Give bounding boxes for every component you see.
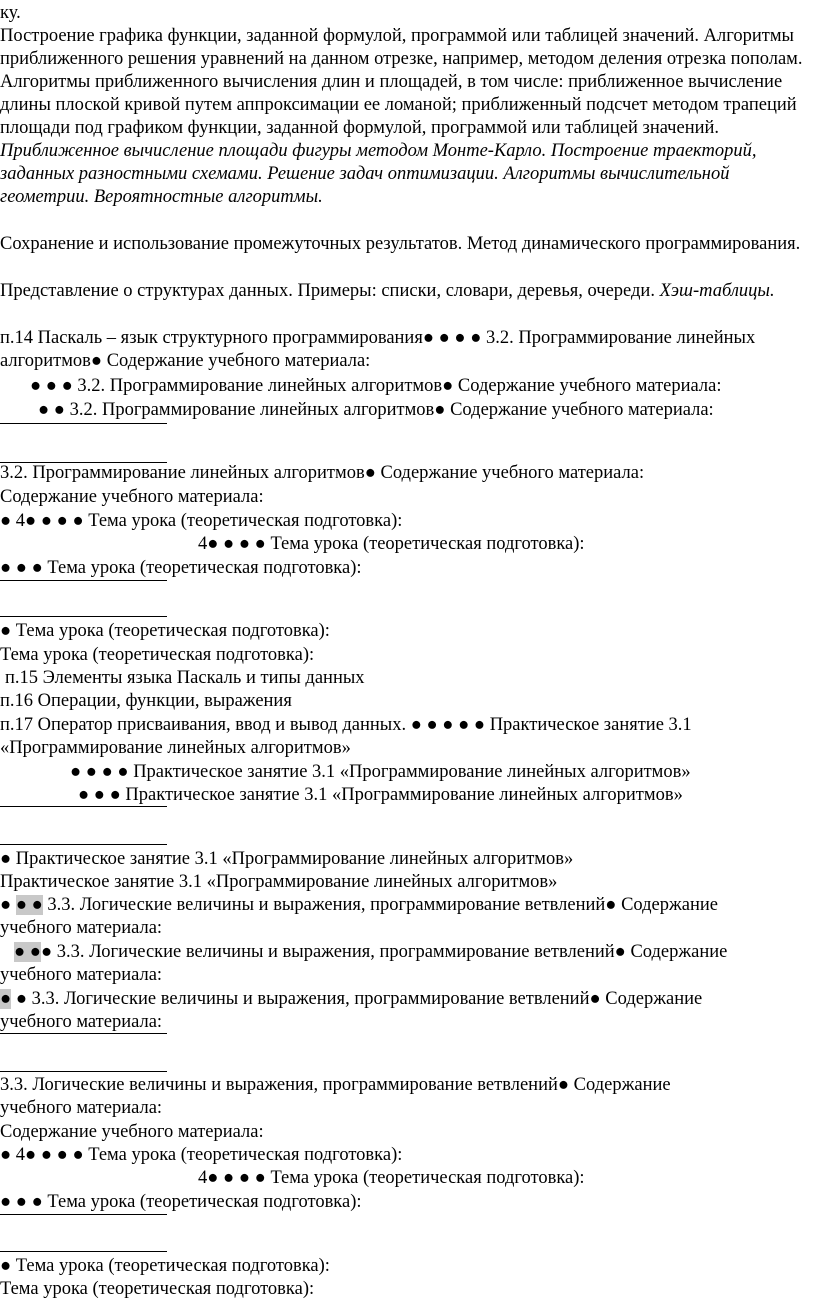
paragraph-dynamic-programming: Сохранение и использование промежуточных результатов. Метод динамического программирования. [0, 234, 801, 254]
text-line: учебного материала: [0, 918, 163, 938]
text-line: 3.3. Логические величины и выражения, программирование ветвлений● Содержание [0, 1075, 671, 1095]
text-line: учебного материала: [0, 965, 163, 985]
text-line [0, 988, 702, 1011]
paragraph-algorithms [0, 25, 806, 209]
text-line: ● 4● ● ● ● Тема урока (теоретическая подготовка): [0, 511, 403, 531]
underline-rule [0, 580, 167, 581]
paragraph-text: Представление о структурах данных. Примеры: списки, словари, деревья, очереди. [0, 281, 660, 301]
text-line [14, 941, 727, 964]
text-line: ● ● ● 3.2. Программирование линейных алгоритмов● Содержание учебного материала: [30, 376, 722, 396]
text-line [0, 894, 718, 917]
text-line: 3.2. Программирование линейных алгоритмов● Содержание учебного материала: [0, 463, 645, 483]
text-line: Тема урока (теоретическая подготовка): [0, 1279, 315, 1299]
highlighted-bullets: ● ● [15, 895, 43, 915]
paragraph-data-structures [0, 280, 806, 303]
paragraph-italic-text: Хэш-таблицы. [659, 281, 775, 301]
text-line: 4● ● ● ● Тема урока (теоретическая подготовка): [198, 1168, 585, 1188]
bullet-text: ● [0, 895, 16, 915]
text-line: ● Практическое занятие 3.1 «Программирование линейных алгоритмов» [0, 849, 574, 869]
text-line: ● Тема урока (теоретическая подготовка): [0, 1256, 330, 1276]
highlighted-bullets: ● ● [14, 942, 41, 962]
underline-rule [0, 1251, 167, 1252]
highlighted-bullets: ● [0, 989, 12, 1009]
text-line: «Программирование линейных алгоритмов» [0, 738, 351, 758]
paragraph-text: Построение графика функции, заданной формулой, программой или таблицей значений. Алгоритмы приближенного решения уравнений на данном отрезке, например, методом деления отрезка пополам. Алгоритмы приближенного вычисления длин и площадей, в том числе: приближенное вычисление длины плоской кривой путем аппроксимации ее ломаной; приближенный подсчет методом трапеций площади под графиком функции, заданной формулой, программой или таблицей значений. [0, 26, 803, 138]
underline-rule [0, 1033, 167, 1034]
paragraph-italic-text: Приближенное вычисление площади фигуры методом Монте-Карло. Построение траекторий, заданных разностными схемами. Решение задач оптимизации. Алгоритмы вычислительной геометрии. Вероятностные алгоритмы. [0, 141, 757, 207]
line-text: 3.3. Логические величины и выражения, программирование ветвлений● Содержание [42, 895, 719, 915]
text-line: ● ● ● Тема урока (теоретическая подготовка): [0, 1192, 362, 1212]
text-line: ● Тема урока (теоретическая подготовка): [0, 621, 330, 641]
underline-rule [0, 1071, 167, 1072]
underline-rule [0, 806, 167, 807]
text-line: Содержание учебного материала: [0, 1122, 264, 1142]
text-line: учебного материала: [0, 1098, 163, 1118]
text-line: 4● ● ● ● Тема урока (теоретическая подготовка): [198, 534, 585, 554]
text-line: ● 4● ● ● ● Тема урока (теоретическая подготовка): [0, 1145, 403, 1165]
underline-rule [0, 616, 167, 617]
underline-rule [0, 423, 167, 424]
text-line: Практическое занятие 3.1 «Программирование линейных алгоритмов» [0, 872, 558, 892]
text-line: Тема урока (теоретическая подготовка): [0, 645, 315, 665]
underline-rule [0, 844, 167, 845]
text-line: ● ● 3.2. Программирование линейных алгоритмов● Содержание учебного материала: [38, 400, 714, 420]
text-line: ку. [0, 3, 21, 23]
text-line: п.15 Элементы языка Паскаль и типы данных [5, 668, 365, 688]
line-text: ● 3.3. Логические величины и выражения, программирование ветвлений● Содержание [11, 989, 703, 1009]
text-line: Содержание учебного материала: [0, 487, 264, 507]
text-line: п.16 Операции, функции, выражения [0, 691, 292, 711]
text-line: учебного материала: [0, 1012, 163, 1032]
text-line: ● ● ● ● Практическое занятие 3.1 «Программирование линейных алгоритмов» [70, 762, 691, 782]
text-line: ● ● ● Практическое занятие 3.1 «Программирование линейных алгоритмов» [78, 785, 683, 805]
underline-rule [0, 1214, 167, 1215]
paragraph-pascal: п.14 Паскаль – язык структурного программирования● ● ● ● 3.2. Программирование линейных алгоритмов● Содержание учебного материала: [0, 328, 756, 371]
text-line: ● ● ● Тема урока (теоретическая подготовка): [0, 558, 362, 578]
text-line: п.17 Оператор присваивания, ввод и вывод данных. ● ● ● ● ● Практическое занятие 3.1 [0, 715, 692, 735]
line-text: ● 3.3. Логические величины и выражения, программирование ветвлений● Содержание [40, 942, 728, 962]
